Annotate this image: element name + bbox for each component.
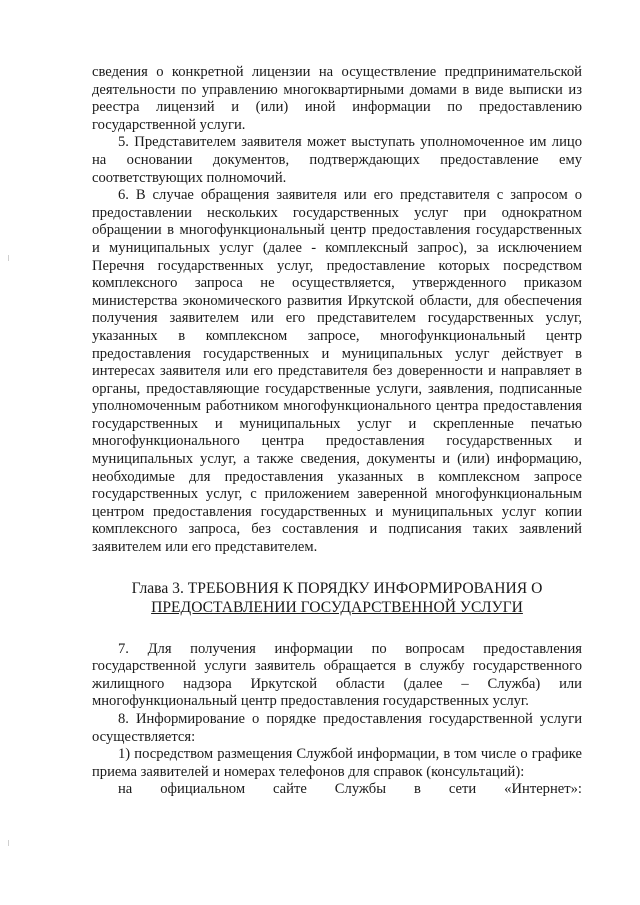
chapter-heading [92,579,582,617]
paragraph-license-info: сведения о конкретной лицензии на осуществление предпринимательской деятельности по управлению многоквартирными домами в виде выписки из реестра лицензий и (или) иной информации по предоставлению государственной услуги. [92,64,582,133]
paragraph-8-item-1: 1) посредством размещения Службой информации, в том числе о графике приема заявителей и номерах телефонов для справок (консультаций): [92,746,582,780]
scan-artifact-mark [8,840,9,846]
paragraph-7: 7. Для получения информации по вопросам предоставления государственной услуги заявитель обращается в службу государственного жилищного надзора Иркутской области (далее – Служба) или многофункциональный центр предоставления государственных услуг. [92,640,582,710]
paragraph-8: 8. Информирование о порядке предоставления государственной услуги осуществляется: [92,711,582,745]
chapter-heading-line-1: Глава 3. ТРЕБОВНИЯ К ПОРЯДКУ ИНФОРМИРОВАНИЯ О [131,579,543,597]
paragraph-5: 5. Представителем заявителя может выступать уполномоченное им лицо на основании документов, подтверждающих предоставление ему соответствующих полномочий. [92,134,582,186]
document-body [92,64,582,799]
chapter-heading-line-2: ПРЕДОСТАВЛЕНИИ ГОСУДАРСТВЕННОЙ УСЛУГИ [151,598,523,616]
paragraph-official-site: на официальном сайте Службы в сети «Интернет»: [118,781,582,798]
paragraph-6: 6. В случае обращения заявителя или его представителя с запросом о предоставлении нескольких государственных услуг при однократном обращении в многофункциональный центр предоставления государственных и муниципальных услуг (далее - комплексный запрос), за исключением Перечня государственных услуг, предоставление которых посредством комплексного запроса не осуществляется, утвержденного приказом министерства экономического развития Иркутской области, для обеспечения получения заявителем или его представителем государственных услуг, указанных в комплексном запросе, многофункциональный центр предоставления государственных и муниципальных услуг действует в интересах заявителя или его представителя без доверенности и направляет в органы, предоставляющие государственные услуги, заявления, подписанные уполномоченным работником многофункционального центра предоставления государственных и муниципальных услуг и скрепленные печатью многофункционального центра предоставления государственных и муниципальных услуг, а также сведения, документы и (или) информацию, необходимые для предоставления указанных в комплексном запросе государственных услуг, с приложением заверенной многофункциональным центром предоставления государственных и муниципальных услуг копии комплексного запроса, без составления и подписания таких заявлений заявителем или его представителем. [92,187,582,556]
scan-artifact-mark [8,255,9,261]
